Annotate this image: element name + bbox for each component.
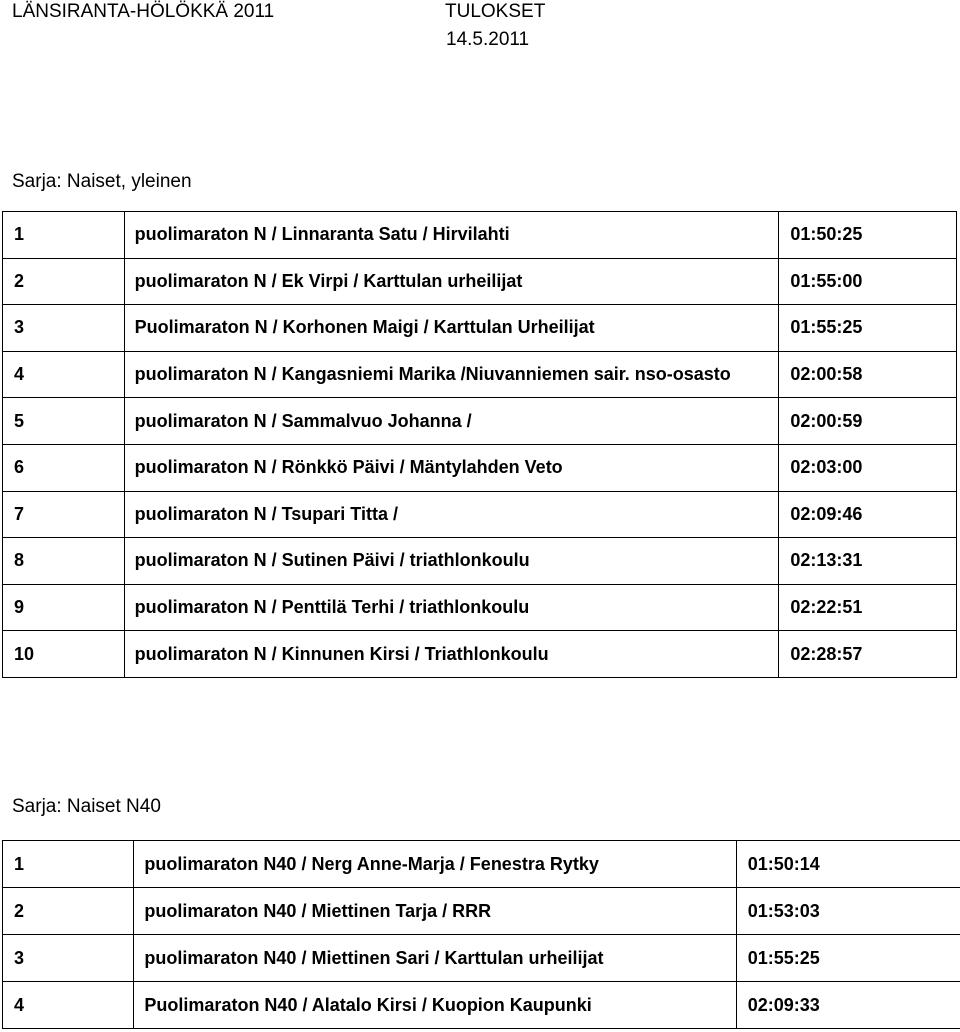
entry-cell: Puolimaraton N / Korhonen Maigi / Karttulan Urheilijat: [124, 305, 779, 352]
table-row: [3, 631, 957, 678]
place-cell: 6: [3, 444, 125, 491]
table-row: [3, 841, 960, 888]
time-cell: 02:22:51: [779, 584, 957, 631]
section-title-naiset-n40: Sarja: Naiset N40: [12, 796, 161, 817]
entry-cell: puolimaraton N / Sutinen Päivi / triathlonkoulu: [124, 538, 779, 585]
time-cell: 02:00:58: [779, 351, 957, 398]
place-cell: 1: [3, 841, 134, 888]
place-cell: 1: [3, 212, 125, 259]
event-title: LÄNSIRANTA-HÖLÖKKÄ 2011: [12, 1, 275, 22]
place-cell: 4: [3, 982, 134, 1029]
place-cell: 9: [3, 584, 125, 631]
time-cell: 02:13:31: [779, 538, 957, 585]
time-cell: 02:00:59: [779, 398, 957, 445]
entry-cell: Puolimaraton N40 / Alatalo Kirsi / Kuopion Kaupunki: [134, 982, 736, 1029]
entry-cell: puolimaraton N40 / Miettinen Tarja / RRR: [134, 888, 736, 935]
table-row: [3, 888, 960, 935]
time-cell: 01:53:03: [736, 888, 960, 935]
table-row: [3, 258, 957, 305]
place-cell: 5: [3, 398, 125, 445]
table-row: [3, 398, 957, 445]
place-cell: 8: [3, 538, 125, 585]
entry-cell: puolimaraton N40 / Miettinen Sari / Karttulan urheilijat: [134, 935, 736, 982]
table-row: [3, 538, 957, 585]
place-cell: 7: [3, 491, 125, 538]
table-row: [3, 584, 957, 631]
table-row: [3, 212, 957, 259]
time-cell: 01:50:25: [779, 212, 957, 259]
time-cell: 01:55:00: [779, 258, 957, 305]
results-label: TULOKSET: [445, 1, 546, 22]
place-cell: 2: [3, 258, 125, 305]
section-title-naiset-yleinen: Sarja: Naiset, yleinen: [12, 171, 192, 192]
entry-cell: puolimaraton N / Kangasniemi Marika /Niuvanniemen sair. nso-osasto: [124, 351, 779, 398]
table-row: [3, 305, 957, 352]
time-cell: 02:09:33: [736, 982, 960, 1029]
place-cell: 10: [3, 631, 125, 678]
results-table-naiset-n40: [2, 840, 960, 1029]
entry-cell: puolimaraton N / Penttilä Terhi / triathlonkoulu: [124, 584, 779, 631]
place-cell: 4: [3, 351, 125, 398]
time-cell: 01:55:25: [779, 305, 957, 352]
entry-cell: puolimaraton N / Kinnunen Kirsi / Triathlonkoulu: [124, 631, 779, 678]
table-row: [3, 935, 960, 982]
entry-cell: puolimaraton N / Linnaranta Satu / Hirvilahti: [124, 212, 779, 259]
table-row: [3, 982, 960, 1029]
place-cell: 3: [3, 305, 125, 352]
entry-cell: puolimaraton N / Sammalvuo Johanna /: [124, 398, 779, 445]
results-table-naiset-yleinen: [2, 211, 957, 678]
table-row: [3, 351, 957, 398]
event-date: 14.5.2011: [446, 29, 530, 50]
time-cell: 02:28:57: [779, 631, 957, 678]
entry-cell: puolimaraton N / Tsupari Titta /: [124, 491, 779, 538]
place-cell: 3: [3, 935, 134, 982]
place-cell: 2: [3, 888, 134, 935]
time-cell: 01:50:14: [736, 841, 960, 888]
time-cell: 02:03:00: [779, 444, 957, 491]
time-cell: 01:55:25: [736, 935, 960, 982]
entry-cell: puolimaraton N / Rönkkö Päivi / Mäntylahden Veto: [124, 444, 779, 491]
results-heading: [445, 0, 545, 52]
time-cell: 02:09:46: [779, 491, 957, 538]
table-row: [3, 491, 957, 538]
entry-cell: puolimaraton N / Ek Virpi / Karttulan urheilijat: [124, 258, 779, 305]
table-row: [3, 444, 957, 491]
entry-cell: puolimaraton N40 / Nerg Anne-Marja / Fenestra Rytky: [134, 841, 736, 888]
